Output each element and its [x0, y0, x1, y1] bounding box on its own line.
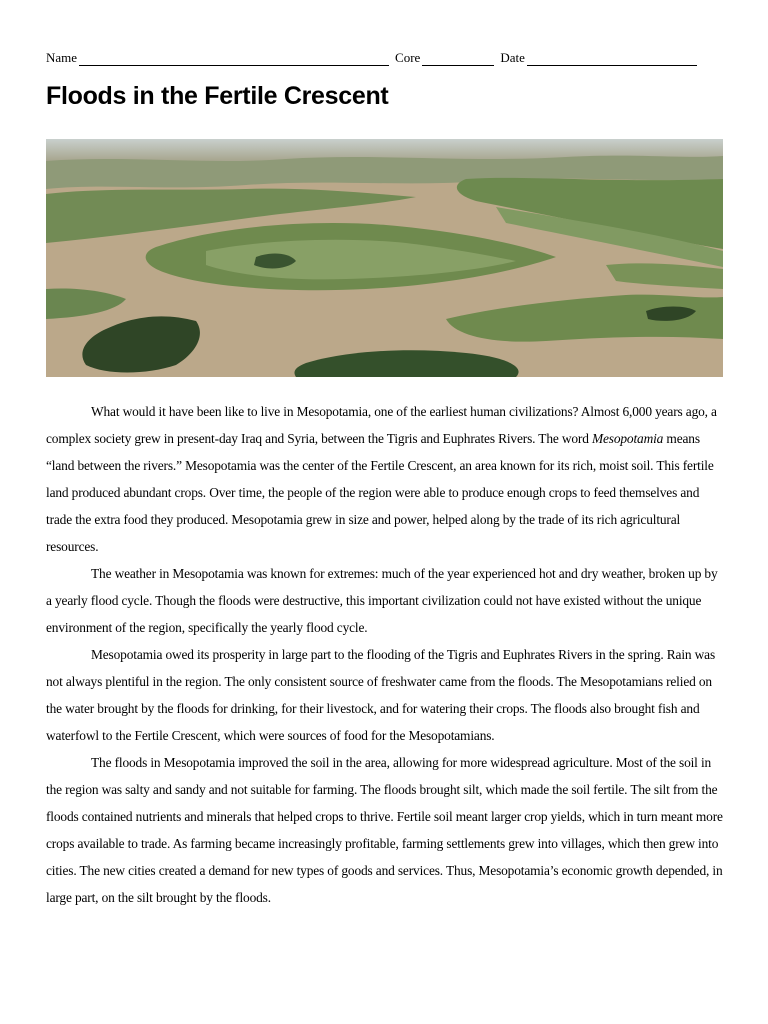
paragraph-1	[46, 398, 723, 560]
paragraph-1-text-a: What would it have been like to live in Mesopotamia, one of the earliest human civilizations? Almost 6,000 years ago, a complex society grew in present-day Iraq and Syria, between the Tigris and Euphrates Rivers. The word	[46, 404, 717, 446]
name-blank[interactable]	[79, 53, 389, 66]
paragraph-2: The weather in Mesopotamia was known for extremes: much of the year experienced hot and dry weather, broken up by a yearly flood cycle. Though the floods were destructive, this important civilization could not have existed without the unique environment of the region, specifically the yearly flood cycle.	[46, 566, 718, 635]
student-info-line	[46, 50, 726, 66]
paragraph-3: Mesopotamia owed its prosperity in large part to the flooding of the Tigris and Euphrates Rivers in the spring. Rain was not always plentiful in the region. The only consistent source of freshwater came from the floods. The Mesopotamians relied on the water brought by the floods for drinking, for their livestock, and for watering their crops. The floods also brought fish and waterfowl to the Fertile Crescent, which were sources of food for the Mesopotamians.	[46, 647, 716, 743]
paragraph-1-text-b: means “land between the rivers.” Mesopotamia was the center of the Fertile Crescent, an area known for its rich, moist soil. This fertile land produced abundant crops. Over time, the people of the region were able to produce enough crops to feed themselves and trade the extra food they produced. Mesopotamia grew in size and power, helped along by the trade of its rich agricultural resources.	[46, 431, 714, 554]
reading-passage	[46, 398, 723, 911]
core-blank[interactable]	[422, 53, 494, 66]
date-blank[interactable]	[527, 53, 697, 66]
flood-aerial-photo	[46, 139, 723, 377]
name-label: Name	[46, 50, 78, 65]
core-label: Core	[395, 50, 421, 65]
date-label: Date	[500, 50, 525, 65]
paragraph-4: The floods in Mesopotamia improved the soil in the area, allowing for more widespread agriculture. Most of the soil in the region was salty and sandy and not suitable for farming. The floods brought silt, which made the soil fertile. The silt from the floods contained nutrients and minerals that helped crops to thrive. Fertile soil meant larger crop yields, which in turn meant more crops available to trade. As farming became increasingly profitable, farming settlements grew into villages, which then grew into cities. The new cities created a demand for new types of goods and services. Thus, Mesopotamia’s economic growth depended, in large part, on the silt brought by the floods.	[46, 755, 723, 905]
term-mesopotamia: Mesopotamia	[591, 431, 664, 446]
page-title: Floods in the Fertile Crescent	[46, 82, 389, 110]
